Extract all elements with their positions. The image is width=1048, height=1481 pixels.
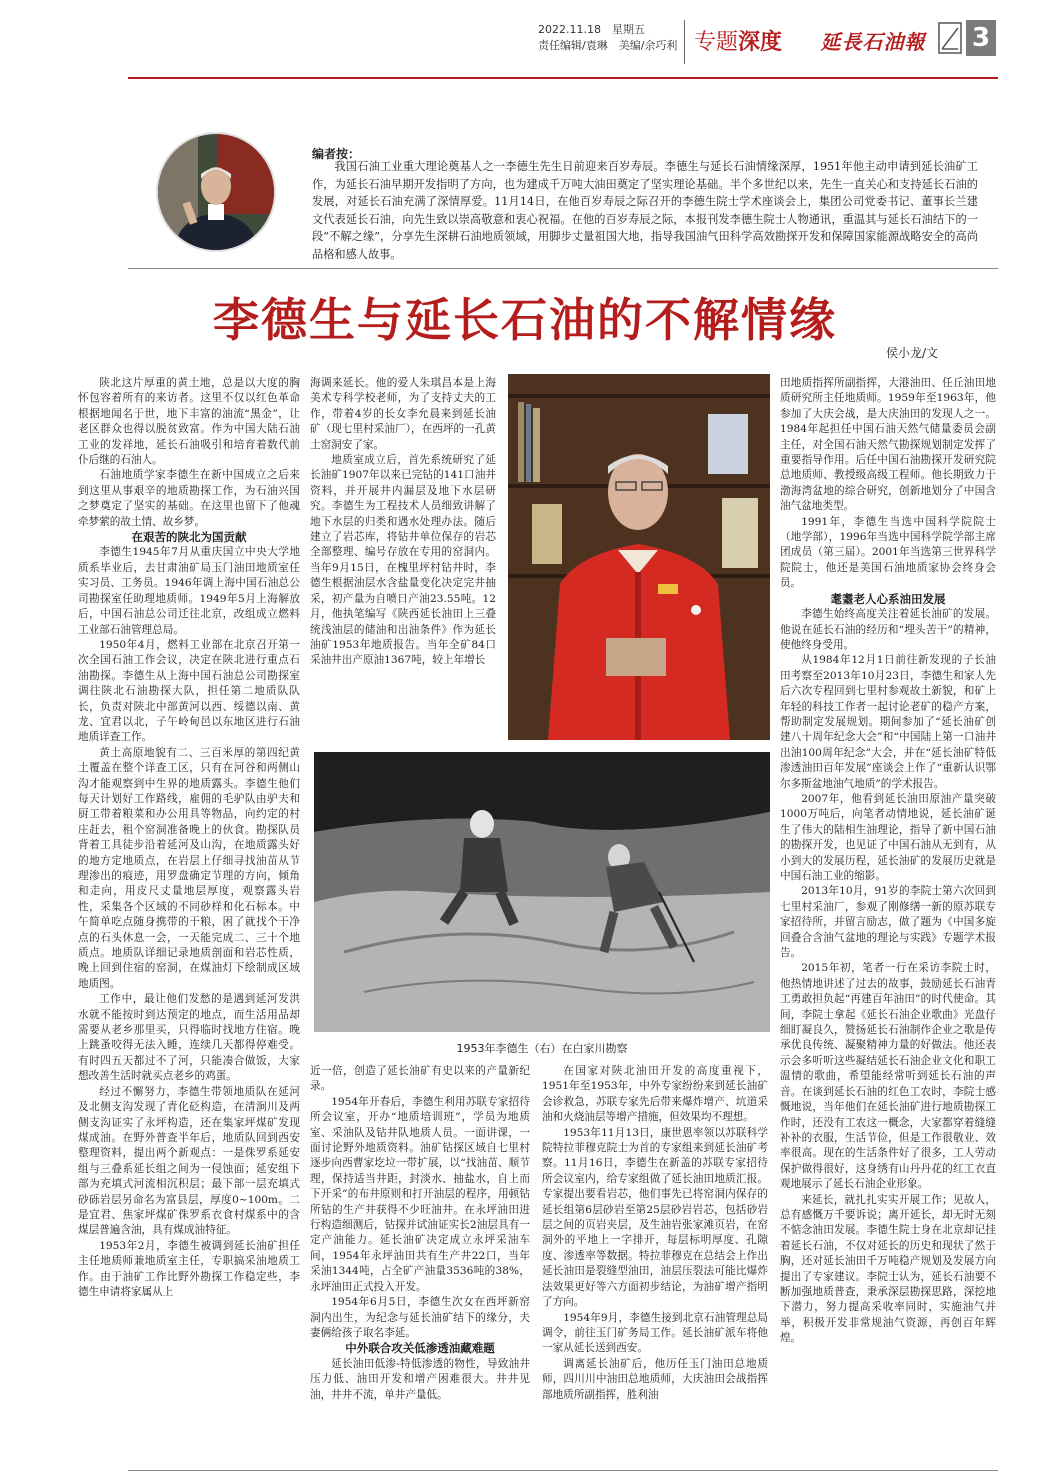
paragraph: 田地质指挥所副指挥，大港油田、任丘油田地质研究所主任地质师。1959年至1963年，他参加了大庆会战，是大庆油田的发现人之一。1984年起担任中国石油天然气储量委员会副主任，对全国石油天然气勘探规划制定发挥了重要指导作用。后任中国石油勘探开发研究院总地质师、教授级高级工程师。他长期致力于渤海湾盆地的综合研究，创新地划分了中国含油气盆地类型。: [780, 377, 996, 513]
paragraph: 1953年11月13日，康世恩率领以苏联科学院特拉菲穆克院士为首的专家组来到延长油矿考察。11月16日，李德生在新盖的苏联专家招待所会议室内，给专家组做了延长油田地质汇报。专家提出要看岩芯，他们事先已将窑洞内保存的延长组第6层砂岩至第25层砂岩岩芯，包括砂岩层之间的页岩夹层，及生油岩张家滩页岩，在窑洞外的平地上一字排开，每层标明厚度、孔隙度、渗透率等数据。特拉菲穆克在总结会上作出延长油田是裂缝型油田，油层压裂法可能比爆炸法效果更好等六方面初步结论，为油矿增产指明了方向。: [542, 1126, 768, 1309]
paragraph: 地质室成立后，首先系统研究了延长油矿1907年以来已完钻的141口油井资料，并开展井内漏层及地下水层研究。李德生为工程技术人员细致讲解了地下水层的归类和遇水处理办法。随后建立了岩芯库，将钻井单位保存的岩芯全部整理、编号存放在专用的窑洞内。当年9月15日，在槐里坪村钻井时，李德生根据油层水含盐量变化决定完井抽采，初产量为自喷日产油23.55吨。12月，他执笔编写《陕西延长油田上三叠统浅油层的储油和出油条件》作为延长油矿1953年地质报告。当年全矿84口采油井出产原油1367吨，较上年增长: [310, 454, 496, 667]
issue-meta: [538, 22, 698, 54]
paragraph: 经过不懈努力，李德生带领地质队在延河及北侧支沟发现了青化砭构造，在清涧川及两侧支沟证实了永坪构造，还在集家坪煤矿发现煤成油。在野外普查半年后，地质队回到西安整理资料，提出两个新观点：一是侏罗系延安组与三叠系延长组之间为一侵蚀面；延安组下部为充填式河流相沉积层；最下部一层充填式砂砾岩层另命名为富县层，厚度0~100m。二是宜君、焦家坪煤矿侏罗系衣食村煤系中的含煤层普遍含油，具有煤成油特征。: [78, 1085, 300, 1237]
paragraph: 在国家对陕北油田开发的高度重视下，1951年至1953年，中外专家纷纷来到延长油矿会诊救急，苏联专家先后带来爆炸增产、坑道采油和火烧油层等增产措施，但效果均不理想。: [542, 1065, 768, 1124]
portrait-red-jacket-photo: [508, 374, 770, 740]
paragraph: 1953年2月，李德生被调到延长油矿担任主任地质师兼地质室主任，专职搞采油地质工作。由于油矿工作比野外勘探工作稳定些，李德生申请将家属从上: [78, 1239, 300, 1298]
photo-caption: 1953年李德生（右）在白家川勘察: [456, 1042, 628, 1055]
header-rule: [128, 77, 998, 79]
paragraph: 调离延长油矿后，他历任玉门油田总地质师，四川川中油田总地质师，大庆油田会战指挥部地质所副指挥，胜利油: [542, 1357, 768, 1401]
editor-credits: 责任编辑/袁琳 美编/余巧利: [538, 39, 678, 52]
section-name-bold: 深度: [738, 29, 783, 55]
article-column-2-top: [310, 376, 496, 669]
paragraph: 2015年初，笔者一行在采访李院士时，他热情地讲述了过去的故事，鼓励延长石油青工勇敢担负起“再建百年油田”的时代使命。其间，李院士拿起《延长石油企业歌曲》光盘仔细盯凝良久，赞扬延长石油制作企业之歌是传承优良传统、凝聚精神力量的好做法。他还表示会多听听这些凝结延长石油企业文化和职工温情的歌曲，希望能经常听到延长石油的声音。在谈到延长石油的红色工农时，李院士感慨地说，当年他们在延长油矿进行地质勘探工作时，还没有工农这一概念，大家都穿着缝缝补补的衣服，生活节俭，但是工作很敬业、效率很高。现在的生活条件好了很多，工人劳动保护做得很好，这身绣有山丹丹花的红工衣直观地展示了延长石油企业形象。: [780, 962, 996, 1191]
issue-date: 2022.11.18 星期五: [538, 23, 645, 36]
paragraph: 黄土高原地貌有二、三百米厚的第四纪黄土覆盖在整个详查工区，只有在河谷和两侧山沟才能观察到中生界的地质露头。李德生他们每天计划好工作路线，雇佣的毛驴队由驴夫和厨工带着粮菜和办公用具等物品，向约定的村庄赶去，租个窑洞准备晚上的伙食。勘探队员背着工具徒步沿着延河及山沟，在地质露头好的地方定地质点，在岩层上仔细寻找油苗从节理渗出的痕迹，用罗盘确定节理的方向，倾角和走向，用皮尺丈量地层厚度，观察露头岩性，采集各个区域的不同砂样和化石标本。中午简单吃点随身携带的干粮，困了就找个干净点的石头休息一会，一天能完成二、三十个地质点。地质队详细记录地质剖面和岩芯性质，晚上回到住宿的窑洞，在煤油灯下绘制成区域地质图。: [78, 746, 300, 990]
masthead-corner-icon: [938, 22, 962, 54]
section-name-light: 专题: [694, 29, 739, 55]
article-column-2-bottom: [310, 1064, 530, 1403]
page-number: 3: [966, 20, 996, 56]
paragraph: 1991年，李德生当选中国科学院院士（地学部），1996年当选中国科学院学部主席团成员（第三届）。2001年当选第三世界科学院院士，他还是美国石油地质家协会终身会员。: [780, 515, 996, 590]
field-survey-photo: [314, 752, 770, 1032]
subheading: 在艰苦的陕北为国贡献: [131, 530, 247, 545]
subheading: 中外联合攻关低渗透油藏难题: [345, 1341, 495, 1356]
paragraph: 李德生1945年7月从重庆国立中央大学地质系毕业后，去甘肃油矿局玉门油田地质室任实习员、工务员。1946年调上海中国石油总公司勘探室任助理地质师。1949年5月上海解放后，中国石油总公司迁往北京，改组成立燃料工业部石油管理总局。: [78, 546, 300, 636]
editor-note-rule: [128, 268, 998, 269]
editor-note-text: 我国石油工业重大理论奠基人之一李德生先生日前迎来百岁寿辰。李德生与延长石油情缘深厚，1951年他主动申请到延长油矿工作，为延长石油早期开发指明了方向，也为建成千万吨大油田奠定了坚实理论基础。半个多世纪以来，先生一直关心和支持延长石油的发展，对延长石油充满了深情厚爱。11月14日，在他百岁寿辰之际召开的李德生院士学术座谈会上，集团公司党委书记、董事长兰建文代表延长石油，向先生致以崇高敬意和衷心祝福。在他的百岁寿辰之际，本报刊发李德生院士人物通讯，重温其与延长石油结下的一段“不解之缘”，分享先生深耕石油地质领域，用脚步丈量祖国大地，指导我国油气田科学高效勘探开发和保障国家能源战略安全的高尚品格和感人故事。: [312, 160, 978, 261]
paragraph: 1954年9月，李德生接到北京石油管理总局调令，前往玉门矿务局工作。延长油矿派车将他一家从延长送到西安。: [542, 1311, 768, 1355]
section-name: [694, 20, 782, 60]
subheading: 耄耋老人心系油田发展: [830, 591, 946, 606]
article-column-4: [780, 376, 996, 1347]
article-column-1: [78, 376, 300, 1300]
paragraph: 延长油田低渗-特低渗透的物性，导致油井压力低、油田开发和增产困难很大。井井见油，井井不流，单井产量低。: [310, 1357, 530, 1401]
paragraph: 1950年4月，燃料工业部在北京召开第一次全国石油工作会议，决定在陕北进行重点石油勘探。李德生从上海中国石油总公司勘探室调往陕北石油勘探大队，担任第二地质队队长，负责对陕北中部黄河以西、绥德以南、黄龙、宜君以北，子午岭甸邑以东地区进行石油地质详查工作。: [78, 638, 300, 744]
paragraph: 近一倍，创造了延长油矿有史以来的产量新纪录。: [310, 1065, 530, 1093]
paragraph: 陕北这片厚重的黄土地，总是以大度的胸怀包容着所有的来访者。这里不仅以红色革命根据地闻名于世，地下丰富的油流“黑金”，让老区群众也得以脱贫致富。作为中国大陆石油工业的发祥地，延长石油吸引和培育着数代前仆后继的石油人。: [78, 377, 300, 467]
paragraph: 石油地质学家李德生在新中国成立之后来到这里从事艰辛的地质勘探工作，为石油兴国之梦奠定了坚实的基础。在这里也留下了他魂牵梦萦的故土情、故乡梦。: [78, 469, 300, 528]
byline: 侯小龙/文: [885, 346, 938, 360]
article-title: 李德生与延长石油的不解情缘: [213, 293, 837, 347]
footer-rule: [128, 1470, 998, 1471]
paragraph: 2007年，他看到延长油田原油产量突破1000万吨后，向笔者动情地说，延长油矿诞生了伟大的陆相生油理论，指导了新中国石油的勘探开发，也见证了中国石油从无到有，从小到大的发展历程，延长油矿的发展历史就是中国石油工业的缩影。: [780, 792, 996, 882]
newspaper-masthead: 延長石油報: [820, 29, 926, 54]
header-divider: [684, 20, 685, 64]
paragraph: 李德生始终高度关注着延长油矿的发展。他说在延长石油的经历和“埋头苦干”的精神，使他终身受用。: [780, 608, 996, 651]
editor-note-label: 编者按：: [312, 147, 361, 161]
portrait-photo: [156, 132, 276, 252]
paragraph: 从1984年12月1日前往新发现的子长油田考察至2013年10月23日，李德生和家人先后六次专程回到七里村参观故土新貌，和矿上年轻的科技工作者一起讨论老矿的稳产方案，帮助制定发展规划。期间参加了“延长油矿创建八十周年纪念大会”和“中国陆上第一口油井出油100周年纪念”大会，并在“延长油矿特低渗透油田百年发展”座谈会上作了“重新认识鄂尔多斯盆地油气地质”的学术报告。: [780, 654, 996, 790]
paragraph: 来延长，就扎扎实实开展工作；见故人，总有感慨万千要诉说；离开延长，却无时无刻不惦念油田发展。李德生院士身在北京却记挂着延长石油，不仅对延长的历史和现状了然于胸，还对延长油田千万吨稳产规划及发展方向提出了专家建议。李院士认为，延长石油要不断加强地质普查，秉承深层勘探思路，深挖地下潜力，努力提高采收率同时，实施油气并举，积极开发非常规油气资源，再创百年辉煌。: [780, 1193, 996, 1345]
paragraph: 1954年6月5日，李德生次女在西坪新窑洞内出生，为纪念与延长油矿结下的缘分，夫妻俩给孩子取名李延。: [310, 1296, 530, 1339]
article-column-3-bottom: [542, 1064, 768, 1403]
paragraph: 海调来延长。他的爱人朱琪昌本是上海美术专科学校老师，为了支持丈夫的工作，带着4岁的长女李允晨来到延长油矿（现七里村采油厂），在西坪的一孔黄土窑洞安了家。: [310, 377, 496, 451]
paragraph: 1954年开春后，李德生利用苏联专家招待所会议室，开办“地质培训班”，学员为地质室、采油队及钻井队地质人员。一面讲课，一面讨论野外地质资料。油矿钻探区域自七里村逐步向西曹家圪垃一带扩展，以“找油苗、顺节理，保持适当井距，封淡水、抽盐水，自上而下开采”的布井原则和打开油层的程序，用顿钻所钻的生产井获得不少旺油井。在永坪油田进行构造细测后，钻探并试油证实长2油层具有一定产油能力。延长油矿决定成立永坪采油车间，1954年永坪油田共有生产井22口，当年采油1344吨，占全矿产油量3536吨的38%，永坪油田正式投入开发。: [310, 1095, 530, 1293]
paragraph: 2013年10月，91岁的李院士第六次回到七里村采油厂，参观了刚修缮一新的原苏联专家招待所，并留言励志，做了题为《中国多旋回叠合含油气盆地的理论与实践》专题学术报告。: [780, 885, 996, 960]
paragraph: 工作中，最让他们发愁的是遇到延河发洪水就不能按时到达预定的地点，而生活用品却需要从老乡那里买，只得临时找地方住宿。晚上跳蚤咬得无法入睡，连续几天都得停难受。有时四五天都过不了河，只能凑合做饭，大家想改善生活时就买点老乡的鸡蛋。: [78, 993, 300, 1083]
